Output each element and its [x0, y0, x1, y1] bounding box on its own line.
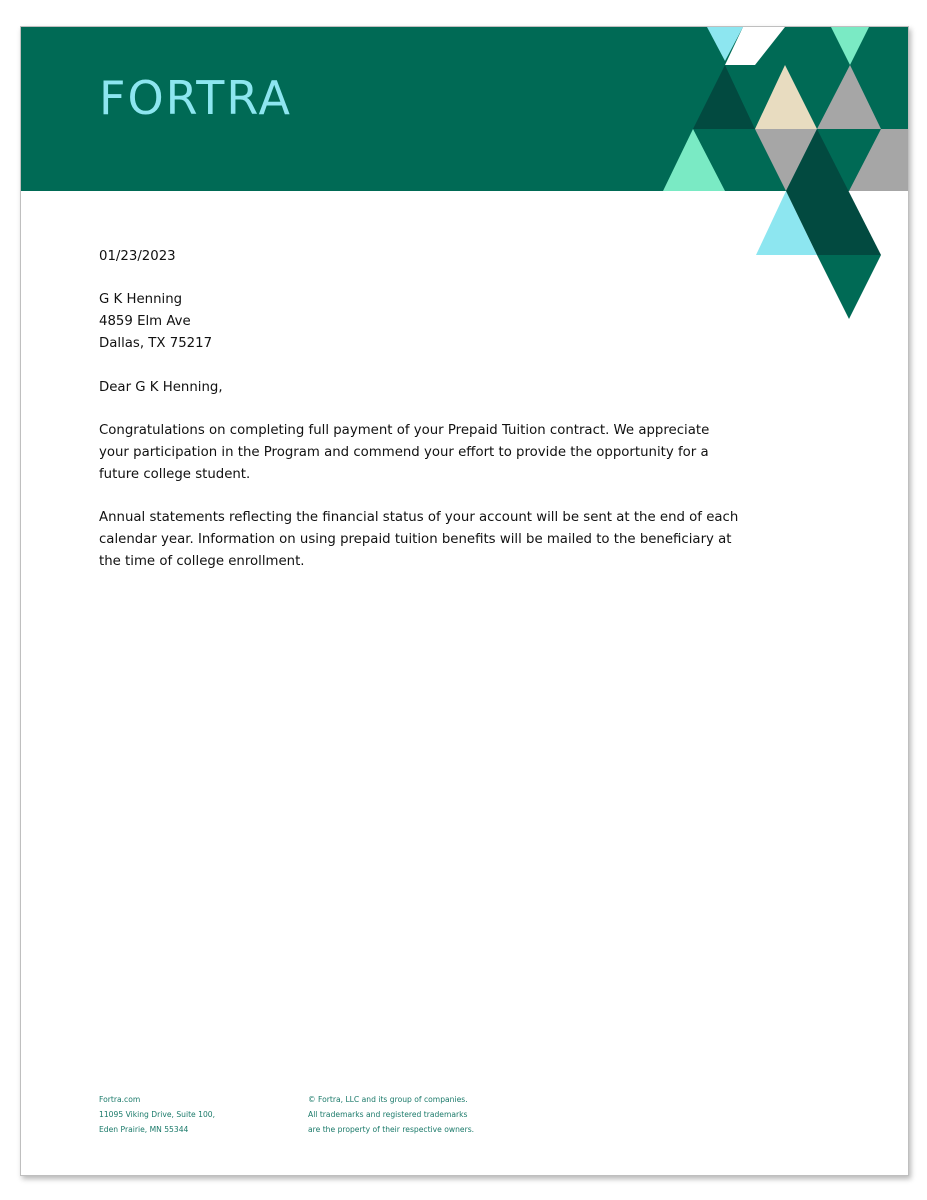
footer-contact: [99, 1092, 215, 1137]
footer-address-line-2: Eden Prairie, MN 55344: [99, 1125, 189, 1134]
letter-paragraph-1: Congratulations on completing full payment of your Prepaid Tuition contract. We appreciate your participation in the Program and commend your effort to provide the opportunity for a future college student.: [99, 423, 710, 482]
recipient-city-state-zip: Dallas, TX 75217: [99, 336, 213, 351]
letter-page: [20, 26, 909, 1176]
footer-legal-line-3: are the property of their respective owners.: [308, 1125, 475, 1134]
letter-date: 01/23/2023: [99, 249, 176, 264]
recipient-name: G K Henning: [99, 292, 183, 307]
footer-address-line-1: 11095 Viking Drive, Suite 100,: [99, 1110, 216, 1119]
footer-legal: [308, 1092, 474, 1137]
letter-greeting: Dear G K Henning,: [99, 380, 223, 395]
fortra-logo: FORTRA: [99, 71, 292, 125]
triangle-mint: [663, 129, 725, 191]
triangle-gray: [817, 65, 881, 129]
triangle-mint: [831, 27, 869, 65]
triangle-green: [817, 255, 881, 319]
recipient-address: [99, 289, 739, 355]
footer-legal-line-1: © Fortra, LLC and its group of companies.: [308, 1095, 468, 1104]
letter-paragraph-2: Annual statements reflecting the financial status of your account will be sent at the end of each calendar year. Information on using prepaid tuition benefits will be mailed to the beneficiary at the time of college enrollment.: [99, 510, 739, 569]
footer-website: Fortra.com: [99, 1095, 141, 1104]
footer-legal-line-2: All trademarks and registered trademarks: [308, 1110, 468, 1119]
recipient-street: 4859 Elm Ave: [99, 314, 191, 329]
